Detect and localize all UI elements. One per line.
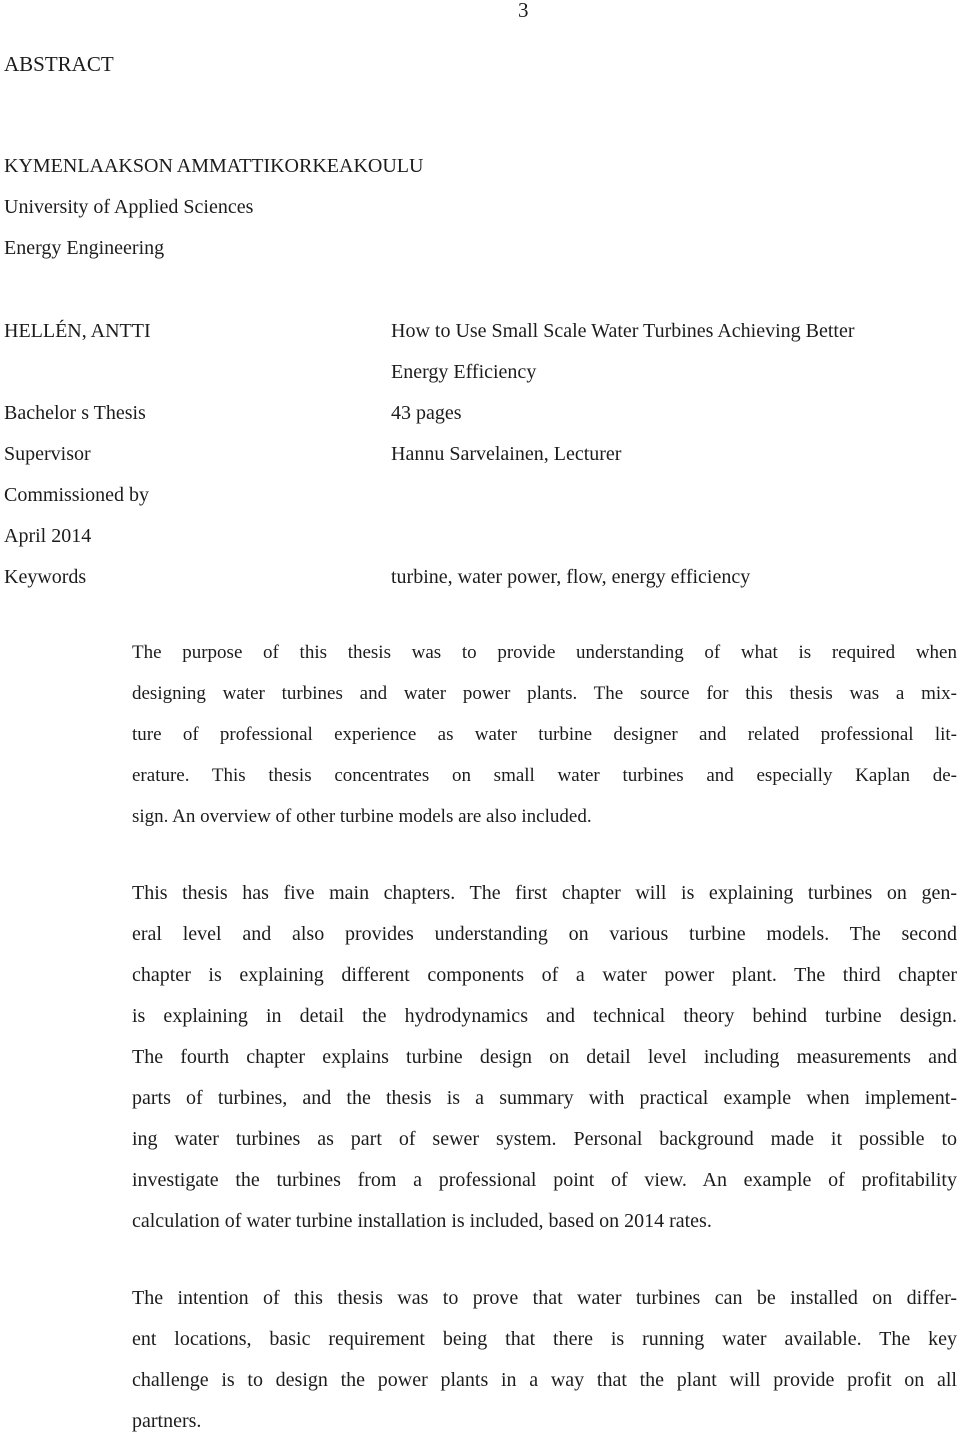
paragraph-3 [132,1278,957,1442]
paragraph-line: chapter is explaining different components of a water power plant. The third chapter [132,964,957,986]
thesis-title-line2: Energy Efficiency [391,361,537,383]
paragraph-line: calculation of water turbine installation is included, based on 2014 rates. [132,1210,712,1232]
page-number: 3 [518,0,529,22]
paragraph-line: ing water turbines as part of sewer system. Personal background made it possible to [132,1128,957,1150]
supervisor-value: Hannu Sarvelainen, Lecturer [391,443,622,465]
paragraph-line: designing water turbines and water power plants. The source for this thesis was a mix- [132,683,957,704]
meta-labels [4,311,151,598]
institution-type: University of Applied Sciences [4,196,254,218]
paragraph-line: The fourth chapter explains turbine design on detail level including measurements and [132,1046,957,1068]
paragraph-2 [132,873,957,1242]
date-value [391,516,855,557]
supervisor-label: Supervisor [4,443,91,465]
meta-values [391,311,855,598]
institution-name: KYMENLAAKSON AMMATTIKORKEAKOULU [4,155,424,177]
paragraph-line: parts of turbines, and the thesis is a summary with practical example when implement- [132,1087,957,1109]
paragraph-line: This thesis has five main chapters. The first chapter will is explaining turbines on gen- [132,882,957,904]
commissioned-label: Commissioned by [4,484,150,506]
paragraph-line: is explaining in detail the hydrodynamics and technical theory behind turbine design. [132,1005,957,1027]
commissioned-value [391,475,855,516]
page-count: 43 pages [391,402,462,424]
abstract-heading: ABSTRACT [4,52,114,76]
author: HELLÉN, ANTTI [4,320,151,342]
paragraph-line: ture of professional experience as water turbine designer and related professional lit- [132,724,957,745]
keywords-label: Keywords [4,566,87,588]
paragraph-line: erature. This thesis concentrates on small water turbines and especially Kaplan de- [132,765,957,786]
paragraph-line: partners. [132,1410,202,1432]
institution-block [4,146,423,269]
paragraph-line: challenge is to design the power plants in a way that the plant will provide profit on all [132,1369,957,1391]
keywords-value: turbine, water power, flow, energy efficiency [391,566,751,588]
thesis-title-line1: How to Use Small Scale Water Turbines Achieving Better [391,320,855,342]
paragraph-line: ent locations, basic requirement being that there is running water available. The key [132,1328,957,1350]
paragraph-line: The purpose of this thesis was to provide understanding of what is required when [132,642,957,663]
paragraph-line: sign. An overview of other turbine models are also included. [132,806,592,827]
department: Energy Engineering [4,237,165,259]
paragraph-line: The intention of this thesis was to prove that water turbines can be installed on differ- [132,1287,957,1309]
paragraph-1 [132,632,957,837]
thesis-label: Bachelor s Thesis [4,402,146,424]
paragraph-line: eral level and also provides understanding on various turbine models. The second [132,923,957,945]
paragraph-line: investigate the turbines from a professional point of view. An example of profitability [132,1169,957,1191]
blank-label [4,352,151,393]
date: April 2014 [4,525,92,547]
